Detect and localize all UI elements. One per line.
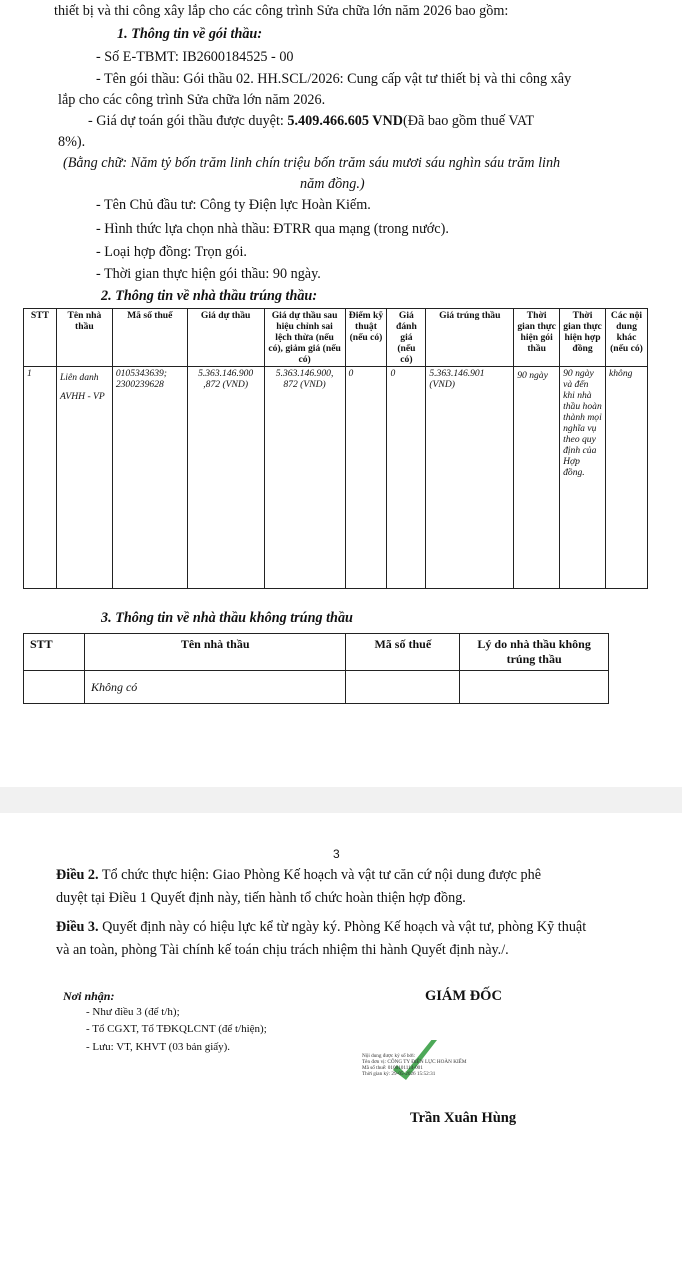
cell-stt: 1 bbox=[24, 367, 57, 589]
director-title: GIÁM ĐỐC bbox=[425, 988, 502, 1004]
cell-tax-code bbox=[346, 671, 460, 704]
col-other: Các nội dung khác (nếu có) bbox=[605, 309, 647, 367]
amount-in-words-line1: (Bằng chữ: Năm tỷ bốn trăm linh chín triệu bốn trăm sáu mươi sáu nghìn sáu trăm linh bbox=[63, 155, 561, 171]
cell-other: không bbox=[605, 367, 647, 589]
amount-in-words-line2: năm đồng.) bbox=[300, 176, 365, 192]
article-2-line2: duyệt tại Điều 1 Quyết định này, tiến hành tổ chức hoàn thiện hợp đồng. bbox=[56, 890, 466, 906]
selection-method: - Hình thức lựa chọn nhà thầu: ĐTRR qua mạng (trong nước). bbox=[96, 221, 449, 237]
winning-bidder-table bbox=[23, 308, 648, 589]
col-bidder-name: Tên nhà thầu bbox=[56, 309, 112, 367]
table-header-row bbox=[24, 309, 648, 367]
cell-reason bbox=[460, 671, 609, 704]
signature-stamp-line: Nội dung được ký số bởi: bbox=[362, 1053, 416, 1059]
col-bidder-name: Tên nhà thầu bbox=[84, 634, 345, 671]
vat-rate: 8%). bbox=[58, 134, 86, 150]
table-row bbox=[24, 367, 648, 589]
estimate-price bbox=[88, 112, 534, 130]
cell-contract-duration: 90 ngày và đến khi nhà thầu hoàn thành mọi nghĩa vụ theo quy định của Hợp đồng. bbox=[560, 367, 606, 589]
article-3-text: Quyết định này có hiệu lực kể từ ngày ký. Phòng Kế hoạch và vật tư, phòng Kỹ thuật bbox=[98, 919, 587, 935]
recipient-item: - Tổ CGXT, Tổ TĐKQLCNT (để t/hiện); bbox=[86, 1023, 267, 1035]
page-number: 3 bbox=[333, 847, 340, 861]
col-package-duration: Thời gian thực hiện gói thầu bbox=[514, 309, 560, 367]
col-tax-code: Mã số thuế bbox=[112, 309, 187, 367]
signature-stamp-line: Mã số thuế: 0100101114-001 bbox=[362, 1065, 423, 1071]
article-3-line1 bbox=[56, 918, 586, 936]
cell-bidder-name: Không có bbox=[84, 671, 345, 704]
table-header-row bbox=[24, 634, 609, 671]
cell-winning-price: 5.363.146.901 (VND) bbox=[426, 367, 514, 589]
e-tbmt-number: - Số E-TBMT: IB2600184525 - 00 bbox=[96, 49, 294, 65]
cell-bidder-name: Liên danh AVHH - VP bbox=[56, 367, 112, 589]
estimate-price-note: (Đã bao gồm thuế VAT bbox=[403, 113, 535, 129]
col-reason: Lý do nhà thầu không trúng thầu bbox=[460, 634, 609, 671]
article-2-label: Điều 2. bbox=[56, 867, 99, 883]
signature-stamp-line: Thời gian ký: 29-05-2026 15:52:31 bbox=[362, 1071, 436, 1077]
signature-stamp-line: Tên đơn vị: CÔNG TY ĐIỆN LỰC HOÀN KIẾM bbox=[362, 1059, 467, 1065]
cell-package-duration: 90 ngày bbox=[514, 367, 560, 589]
article-3-line2: và an toàn, phòng Tài chính kế toán chịu trách nhiệm thi hành Quyết định này./. bbox=[56, 942, 509, 958]
investor: - Tên Chủ đầu tư: Công ty Điện lực Hoàn Kiếm. bbox=[96, 197, 371, 213]
cell-tax-code: 0105343639; 2300239628 bbox=[112, 367, 187, 589]
package-name-line2: lắp cho các công trình Sửa chữa lớn năm 2026. bbox=[58, 92, 326, 108]
col-bid-price: Giá dự thầu bbox=[187, 309, 264, 367]
page-break bbox=[0, 787, 682, 813]
recipient-item: - Lưu: VT, KHVT (03 bản giấy). bbox=[86, 1041, 231, 1053]
losing-bidder-table bbox=[23, 633, 609, 704]
cell-evaluated-price: 0 bbox=[387, 367, 426, 589]
col-technical-score: Điểm kỹ thuật (nếu có) bbox=[345, 309, 387, 367]
cell-technical-score: 0 bbox=[345, 367, 387, 589]
recipient-item: - Như điều 3 (để t/h); bbox=[86, 1006, 180, 1018]
intro-line: thiết bị và thi công xây lắp cho các công trình Sửa chữa lớn năm 2026 bao gồm: bbox=[54, 3, 509, 19]
table-row bbox=[24, 671, 609, 704]
cell-adjusted-price: 5.363.146.900, 872 (VND) bbox=[264, 367, 345, 589]
col-contract-duration: Thời gian thực hiện hợp đồng bbox=[560, 309, 606, 367]
article-3-label: Điều 3. bbox=[56, 919, 99, 935]
recipients-title: Nơi nhận: bbox=[63, 989, 115, 1003]
article-2-text: Tổ chức thực hiện: Giao Phòng Kế hoạch và vật tư căn cứ nội dung được phê bbox=[98, 867, 541, 883]
contract-type: - Loại hợp đồng: Trọn gói. bbox=[96, 244, 247, 260]
cell-stt bbox=[24, 671, 85, 704]
col-stt: STT bbox=[24, 309, 57, 367]
cell-bid-price: 5.363.146.900 ,872 (VND) bbox=[187, 367, 264, 589]
col-adjusted-price: Giá dự thầu sau hiệu chỉnh sai lệch thừa (nếu có), giảm giá (nếu có) bbox=[264, 309, 345, 367]
col-tax-code: Mã số thuế bbox=[346, 634, 460, 671]
section-1-title: 1. Thông tin về gói thầu: bbox=[117, 26, 263, 42]
section-2-title: 2. Thông tin về nhà thầu trúng thầu: bbox=[101, 288, 318, 304]
col-winning-price: Giá trúng thầu bbox=[426, 309, 514, 367]
signer-name: Trần Xuân Hùng bbox=[410, 1110, 517, 1126]
estimate-price-label: - Giá dự toán gói thầu được duyệt: bbox=[88, 113, 288, 129]
section-3-title: 3. Thông tin về nhà thầu không trúng thầu bbox=[101, 610, 353, 626]
article-2-line1 bbox=[56, 866, 541, 884]
estimate-price-value: 5.409.466.605 VND bbox=[287, 113, 404, 129]
col-stt: STT bbox=[24, 634, 85, 671]
package-name-line1: - Tên gói thầu: Gói thầu 02. HH.SCL/2026: Cung cấp vật tư thiết bị và thi công xây bbox=[96, 71, 572, 87]
col-evaluated-price: Giá đánh giá (nếu có) bbox=[387, 309, 426, 367]
execution-time: - Thời gian thực hiện gói thầu: 90 ngày. bbox=[96, 266, 321, 282]
